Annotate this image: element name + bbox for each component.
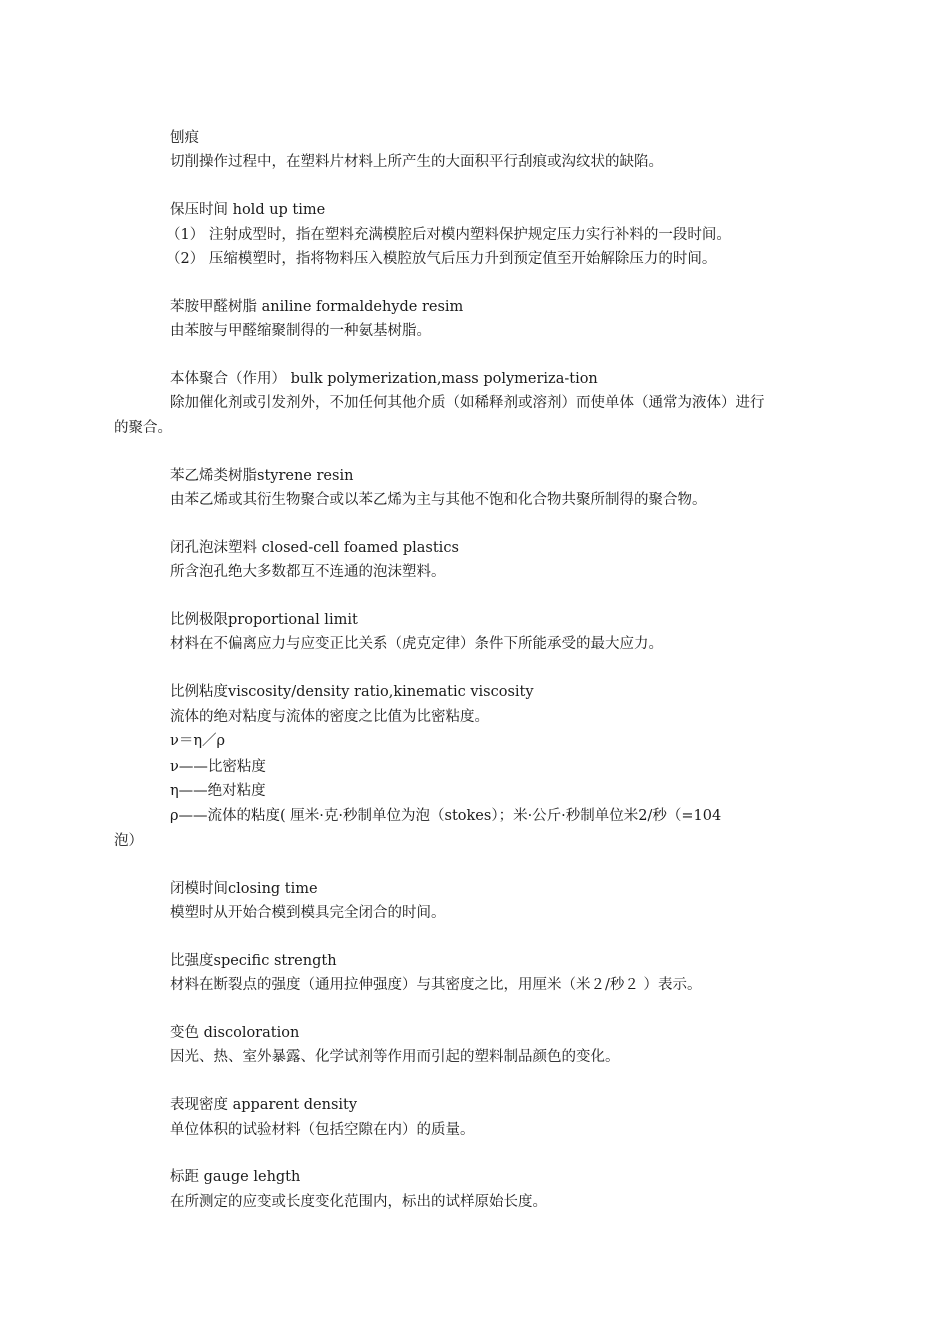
term-heading: 闭孔泡沫塑料 closed-cell foamed plastics [170,540,459,556]
formula-line: η——绝对粘度 [170,783,266,799]
definition-line: 因光、热、室外暴露、化学试剂等作用而引起的塑料制品颜色的变化。 [170,1049,620,1065]
definition-line: 的聚合。 [114,420,172,436]
definition-line: 模塑时从开始合模到模具完全闭合的时间。 [170,905,446,921]
term-heading: 闭模时间closing time [170,881,318,897]
definition-line: 所含泡孔绝大多数都互不连通的泡沫塑料。 [170,564,446,580]
formula-line: ν＝η／ρ [170,733,226,749]
definition-line: 除加催化剂或引发剂外，不加任何其他介质（如稀释剂或溶剂）而使单体（通常为液体）进行 [170,395,765,411]
term-heading: 表现密度 apparent density [170,1097,358,1113]
definition-line: 材料在断裂点的强度（通用拉伸强度）与其密度之比，用厘米（米２/秒２ ）表示。 [170,977,702,993]
term-heading: 比例极限proportional limit [170,612,358,628]
term-heading: 刨痕 [170,130,199,146]
definition-line: 在所测定的应变或长度变化范围内，标出的试样原始长度。 [170,1194,547,1210]
definition-line: 材料在不偏离应力与应变正比关系（虎克定律）条件下所能承受的最大应力。 [170,636,663,652]
term-heading: 变色 discoloration [170,1025,300,1041]
definition-line: 泡） [114,833,143,849]
term-heading: 比强度specific strength [170,953,337,969]
term-heading: 苯胺甲醛树脂 aniline formaldehyde resim [170,299,464,315]
definition-line: （2） 压缩模塑时，指将物料压入模腔放气后压力升到预定值至开始解除压力的时间。 [166,251,717,267]
definition-line: （1） 注射成型时，指在塑料充满模腔后对模内塑料保护规定压力实行补料的一段时间。 [166,227,731,243]
term-heading: 本体聚合（作用） bulk polymerization,mass polymeriza-tion [170,371,598,387]
formula-line: ν——比密粘度 [170,759,266,775]
definition-line: 由苯胺与甲醛缩聚制得的一种氨基树脂。 [170,323,431,339]
term-heading: 保压时间 hold up time [170,202,326,218]
definition-line: 单位体积的试验材料（包括空隙在内）的质量。 [170,1122,475,1138]
term-heading: 标距 gauge lehgth [170,1169,301,1185]
definition-line: 切削操作过程中，在塑料片材料上所产生的大面积平行刮痕或沟纹状的缺陷。 [170,154,663,170]
term-heading: 比例粘度viscosity/density ratio,kinematic viscosity [170,684,534,700]
term-heading: 苯乙烯类树脂styrene resin [170,468,354,484]
definition-line: 流体的绝对粘度与流体的密度之比值为比密粘度。 [170,709,489,725]
definition-line: 由苯乙烯或其衍生物聚合或以苯乙烯为主与其他不饱和化合物共聚所制得的聚合物。 [170,492,707,508]
formula-line: ρ——流体的粘度( 厘米·克·秒制单位为泡（stokes）；米·公斤·秒制单位米2/秒（=104 [170,808,722,824]
